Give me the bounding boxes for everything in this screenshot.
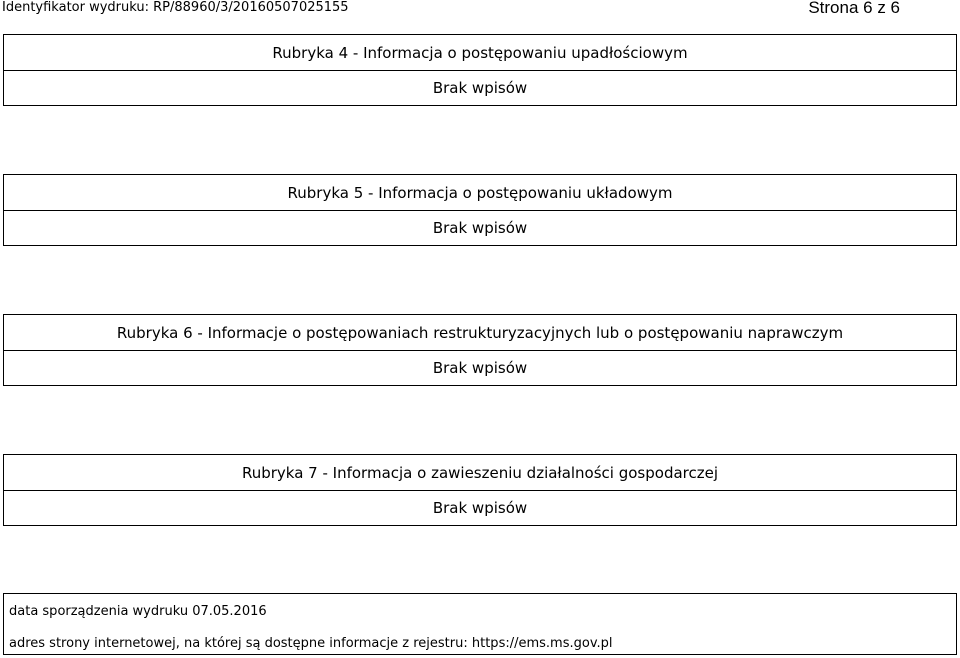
footer-box	[3, 593, 957, 655]
page-number: Strona 6 z 6	[808, 0, 900, 17]
section-title: Rubryka 6 - Informacje o postępowaniach restrukturyzacyjnych lub o postępowaniu naprawczym	[3, 314, 957, 351]
section-title: Rubryka 7 - Informacja o zawieszeniu działalności gospodarczej	[3, 454, 957, 491]
section-body: Brak wpisów	[3, 351, 957, 386]
print-identifier: Identyfikator wydruku: RP/88960/3/20160507025155	[2, 0, 349, 15]
registry-url-info: adres strony internetowej, na której są dostępne informacje z rejestru: https://ems.ms.gov.pl	[9, 636, 613, 651]
section-body: Brak wpisów	[3, 211, 957, 246]
page-header	[0, 0, 960, 20]
section-title: Rubryka 5 - Informacja o postępowaniu układowym	[3, 174, 957, 211]
section-title: Rubryka 4 - Informacja o postępowaniu upadłościowym	[3, 34, 957, 71]
section-body: Brak wpisów	[3, 71, 957, 106]
section-body: Brak wpisów	[3, 491, 957, 526]
print-date: data sporządzenia wydruku 07.05.2016	[9, 604, 267, 619]
